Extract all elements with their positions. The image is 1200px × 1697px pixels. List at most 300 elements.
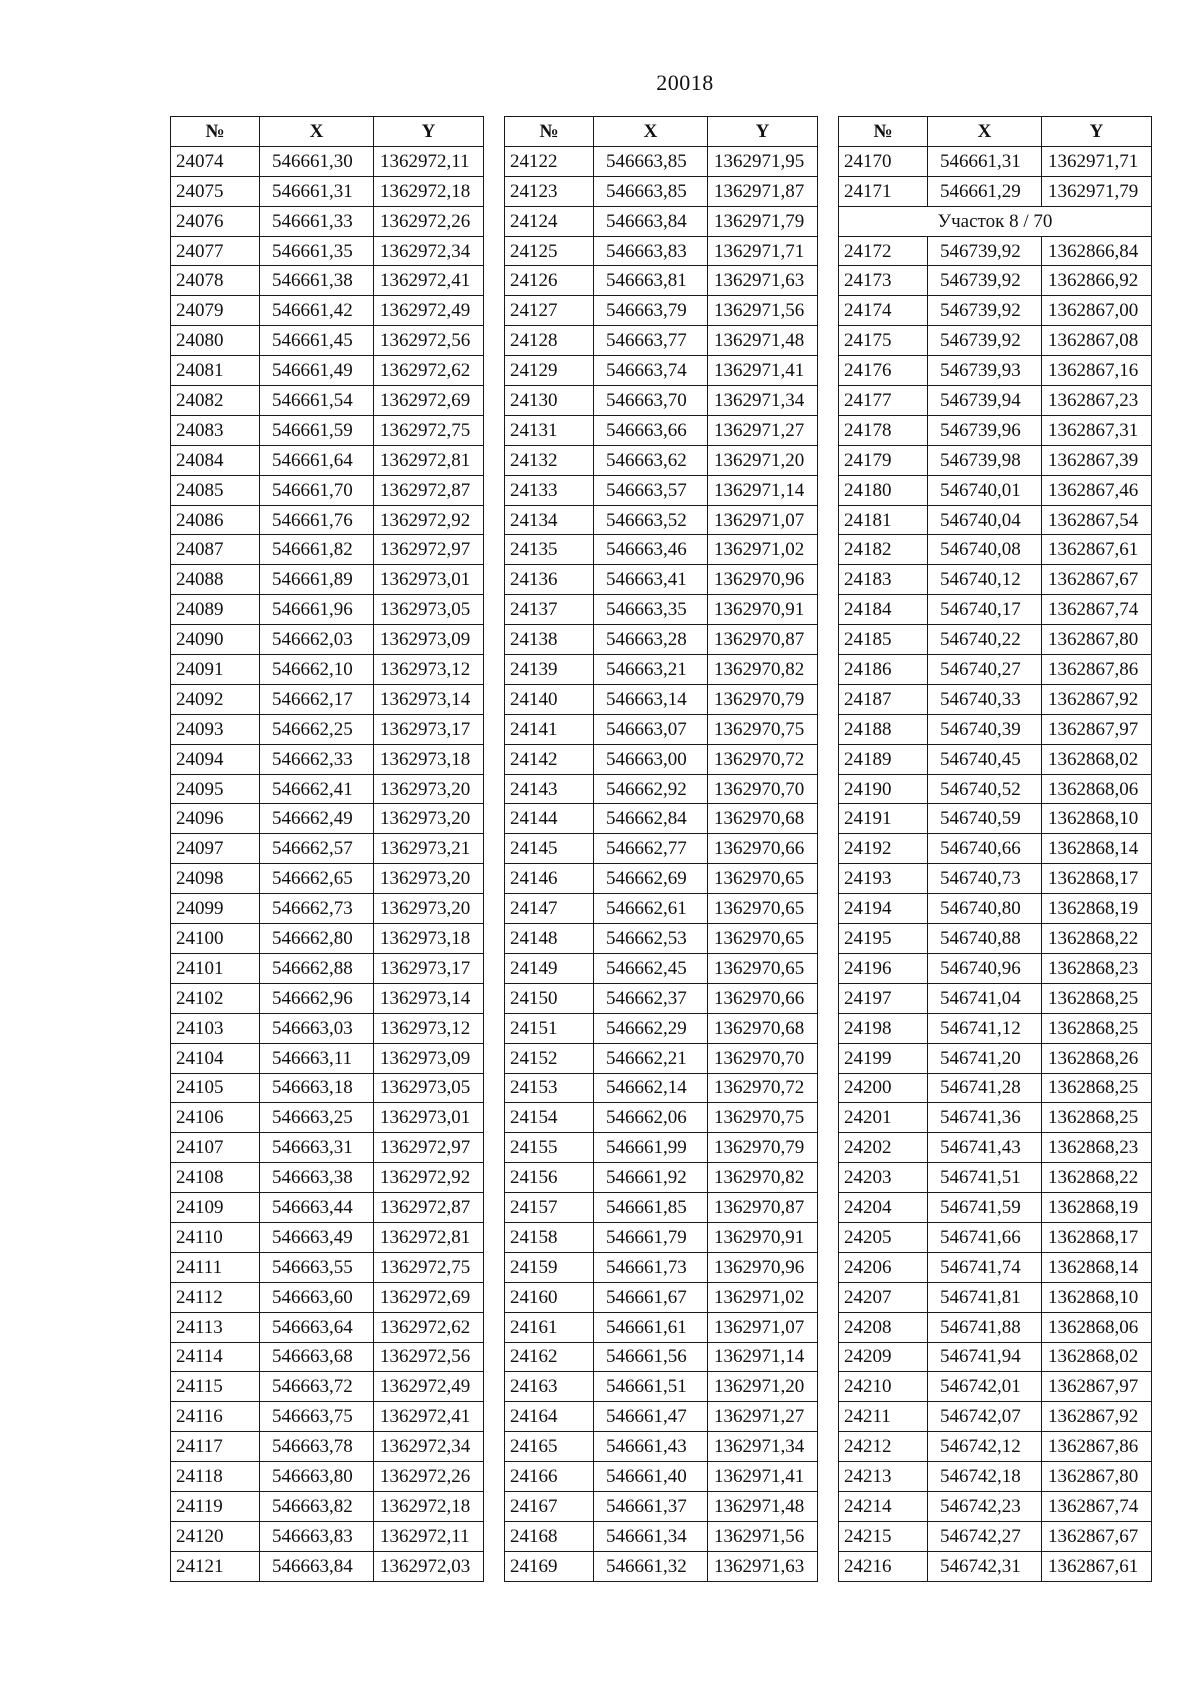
y-coordinate-cell: 1362970,82 [708, 655, 818, 685]
y-coordinate-cell: 1362868,25 [1042, 1013, 1152, 1043]
table-row [171, 1432, 484, 1462]
y-coordinate-cell: 1362973,14 [374, 684, 484, 714]
point-number-cell: 24179 [839, 445, 928, 475]
x-coordinate-cell: 546662,03 [260, 625, 374, 655]
y-coordinate-cell: 1362868,10 [1042, 1282, 1152, 1312]
x-coordinate-cell: 546663,00 [594, 744, 708, 774]
point-number-cell: 24134 [505, 505, 594, 535]
coordinate-tables [170, 116, 1152, 1582]
y-coordinate-cell: 1362970,65 [708, 864, 818, 894]
y-coordinate-cell: 1362972,62 [374, 1312, 484, 1342]
point-number-cell: 24188 [839, 714, 928, 744]
y-coordinate-cell: 1362867,67 [1042, 565, 1152, 595]
y-coordinate-cell: 1362972,26 [374, 1462, 484, 1492]
x-coordinate-cell: 546662,57 [260, 834, 374, 864]
y-coordinate-cell: 1362971,34 [708, 386, 818, 416]
y-coordinate-cell: 1362971,14 [708, 1342, 818, 1372]
x-coordinate-cell: 546661,43 [594, 1432, 708, 1462]
y-coordinate-cell: 1362867,86 [1042, 1432, 1152, 1462]
y-coordinate-cell: 1362868,14 [1042, 834, 1152, 864]
x-coordinate-cell: 546663,14 [594, 684, 708, 714]
x-coordinate-cell: 546662,73 [260, 894, 374, 924]
point-number-cell: 24165 [505, 1432, 594, 1462]
x-coordinate-cell: 546661,31 [260, 176, 374, 206]
table-row [505, 1432, 818, 1462]
x-coordinate-cell: 546739,98 [928, 445, 1042, 475]
table-row [171, 1491, 484, 1521]
point-number-cell: 24152 [505, 1043, 594, 1073]
x-coordinate-cell: 546661,56 [594, 1342, 708, 1372]
point-number-cell: 24214 [839, 1491, 928, 1521]
table-row [171, 655, 484, 685]
table-row [505, 1133, 818, 1163]
x-coordinate-cell: 546662,53 [594, 924, 708, 954]
table-row [505, 236, 818, 266]
point-number-cell: 24191 [839, 804, 928, 834]
point-number-cell: 24083 [171, 415, 260, 445]
point-number-cell: 24081 [171, 356, 260, 386]
x-coordinate-cell: 546661,64 [260, 445, 374, 475]
header-number: № [839, 117, 928, 147]
table-row [839, 1372, 1152, 1402]
table-row [505, 1521, 818, 1551]
x-coordinate-cell: 546663,11 [260, 1043, 374, 1073]
y-coordinate-cell: 1362867,54 [1042, 505, 1152, 535]
x-coordinate-cell: 546741,81 [928, 1282, 1042, 1312]
table-row [505, 1282, 818, 1312]
x-coordinate-cell: 546661,37 [594, 1491, 708, 1521]
x-coordinate-cell: 546663,85 [594, 146, 708, 176]
x-coordinate-cell: 546663,41 [594, 565, 708, 595]
table-row [171, 864, 484, 894]
x-coordinate-cell: 546663,83 [594, 236, 708, 266]
point-number-cell: 24110 [171, 1222, 260, 1252]
x-coordinate-cell: 546662,69 [594, 864, 708, 894]
point-number-cell: 24194 [839, 894, 928, 924]
y-coordinate-cell: 1362868,02 [1042, 744, 1152, 774]
x-coordinate-cell: 546663,35 [594, 595, 708, 625]
point-number-cell: 24201 [839, 1103, 928, 1133]
x-coordinate-cell: 546663,44 [260, 1193, 374, 1223]
x-coordinate-cell: 546663,84 [260, 1551, 374, 1581]
point-number-cell: 24154 [505, 1103, 594, 1133]
table-row [171, 415, 484, 445]
y-coordinate-cell: 1362971,71 [708, 236, 818, 266]
x-coordinate-cell: 546739,94 [928, 386, 1042, 416]
y-coordinate-cell: 1362973,09 [374, 625, 484, 655]
table-row [505, 1551, 818, 1581]
point-number-cell: 24107 [171, 1133, 260, 1163]
table-row [839, 1491, 1152, 1521]
x-coordinate-cell: 546740,08 [928, 535, 1042, 565]
x-coordinate-cell: 546661,34 [594, 1521, 708, 1551]
table-row [505, 356, 818, 386]
table-row [839, 924, 1152, 954]
table-row [839, 595, 1152, 625]
table-row [171, 714, 484, 744]
point-number-cell: 24127 [505, 296, 594, 326]
x-coordinate-cell: 546663,49 [260, 1222, 374, 1252]
y-coordinate-cell: 1362971,56 [708, 296, 818, 326]
point-number-cell: 24095 [171, 774, 260, 804]
table-row [839, 386, 1152, 416]
point-number-cell: 24176 [839, 356, 928, 386]
y-coordinate-cell: 1362970,87 [708, 1193, 818, 1223]
point-number-cell: 24084 [171, 445, 260, 475]
y-coordinate-cell: 1362867,08 [1042, 326, 1152, 356]
header-x: X [260, 117, 374, 147]
point-number-cell: 24085 [171, 475, 260, 505]
table-row [839, 535, 1152, 565]
table-row [505, 983, 818, 1013]
table-row [505, 415, 818, 445]
x-coordinate-cell: 546662,17 [260, 684, 374, 714]
point-number-cell: 24102 [171, 983, 260, 1013]
x-coordinate-cell: 546741,66 [928, 1222, 1042, 1252]
y-coordinate-cell: 1362970,72 [708, 744, 818, 774]
x-coordinate-cell: 546663,83 [260, 1521, 374, 1551]
x-coordinate-cell: 546663,78 [260, 1432, 374, 1462]
point-number-cell: 24205 [839, 1222, 928, 1252]
point-number-cell: 24126 [505, 266, 594, 296]
point-number-cell: 24210 [839, 1372, 928, 1402]
point-number-cell: 24111 [171, 1252, 260, 1282]
table-row [839, 1103, 1152, 1133]
x-coordinate-cell: 546661,70 [260, 475, 374, 505]
x-coordinate-cell: 546739,96 [928, 415, 1042, 445]
table-row [171, 296, 484, 326]
x-coordinate-cell: 546663,84 [594, 206, 708, 236]
table-row [171, 1521, 484, 1551]
table-row [171, 625, 484, 655]
table-row [171, 953, 484, 983]
y-coordinate-cell: 1362972,92 [374, 505, 484, 535]
y-coordinate-cell: 1362973,12 [374, 1013, 484, 1043]
x-coordinate-cell: 546663,66 [594, 415, 708, 445]
point-number-cell: 24094 [171, 744, 260, 774]
point-number-cell: 24106 [171, 1103, 260, 1133]
point-number-cell: 24212 [839, 1432, 928, 1462]
x-coordinate-cell: 546740,33 [928, 684, 1042, 714]
section-row [839, 206, 1152, 236]
table-row [839, 266, 1152, 296]
table-row [171, 1282, 484, 1312]
table-row [505, 864, 818, 894]
table-row [171, 1372, 484, 1402]
coordinate-table-1 [170, 116, 484, 1582]
y-coordinate-cell: 1362972,87 [374, 475, 484, 505]
x-coordinate-cell: 546662,25 [260, 714, 374, 744]
point-number-cell: 24123 [505, 176, 594, 206]
y-coordinate-cell: 1362972,69 [374, 1282, 484, 1312]
y-coordinate-cell: 1362868,23 [1042, 1133, 1152, 1163]
x-coordinate-cell: 546661,59 [260, 415, 374, 445]
table-row [505, 326, 818, 356]
y-coordinate-cell: 1362971,79 [1042, 176, 1152, 206]
header-y: Y [1042, 117, 1152, 147]
table-row [171, 146, 484, 176]
point-number-cell: 24130 [505, 386, 594, 416]
point-number-cell: 24144 [505, 804, 594, 834]
y-coordinate-cell: 1362970,65 [708, 924, 818, 954]
point-number-cell: 24172 [839, 236, 928, 266]
x-coordinate-cell: 546663,68 [260, 1342, 374, 1372]
x-coordinate-cell: 546661,89 [260, 565, 374, 595]
y-coordinate-cell: 1362970,96 [708, 565, 818, 595]
point-number-cell: 24164 [505, 1402, 594, 1432]
y-coordinate-cell: 1362971,95 [708, 146, 818, 176]
y-coordinate-cell: 1362970,87 [708, 625, 818, 655]
point-number-cell: 24211 [839, 1402, 928, 1432]
point-number-cell: 24197 [839, 983, 928, 1013]
x-coordinate-cell: 546663,80 [260, 1462, 374, 1492]
y-coordinate-cell: 1362971,41 [708, 1462, 818, 1492]
x-coordinate-cell: 546740,39 [928, 714, 1042, 744]
y-coordinate-cell: 1362970,65 [708, 894, 818, 924]
table-row [505, 445, 818, 475]
x-coordinate-cell: 546739,93 [928, 356, 1042, 386]
y-coordinate-cell: 1362867,39 [1042, 445, 1152, 475]
point-number-cell: 24114 [171, 1342, 260, 1372]
x-coordinate-cell: 546739,92 [928, 236, 1042, 266]
point-number-cell: 24135 [505, 535, 594, 565]
table-row [171, 1402, 484, 1432]
point-number-cell: 24213 [839, 1462, 928, 1492]
table-row [171, 983, 484, 1013]
y-coordinate-cell: 1362971,87 [708, 176, 818, 206]
point-number-cell: 24155 [505, 1133, 594, 1163]
x-coordinate-cell: 546741,74 [928, 1252, 1042, 1282]
y-coordinate-cell: 1362867,80 [1042, 1462, 1152, 1492]
table-row [505, 834, 818, 864]
x-coordinate-cell: 546662,92 [594, 774, 708, 804]
x-coordinate-cell: 546662,88 [260, 953, 374, 983]
point-number-cell: 24207 [839, 1282, 928, 1312]
y-coordinate-cell: 1362970,91 [708, 1222, 818, 1252]
x-coordinate-cell: 546663,55 [260, 1252, 374, 1282]
x-coordinate-cell: 546663,28 [594, 625, 708, 655]
y-coordinate-cell: 1362970,96 [708, 1252, 818, 1282]
x-coordinate-cell: 546663,57 [594, 475, 708, 505]
point-number-cell: 24125 [505, 236, 594, 266]
y-coordinate-cell: 1362867,46 [1042, 475, 1152, 505]
table-row [171, 1222, 484, 1252]
point-number-cell: 24137 [505, 595, 594, 625]
point-number-cell: 24192 [839, 834, 928, 864]
x-coordinate-cell: 546661,35 [260, 236, 374, 266]
point-number-cell: 24113 [171, 1312, 260, 1342]
y-coordinate-cell: 1362972,75 [374, 415, 484, 445]
table-row [839, 1402, 1152, 1432]
y-coordinate-cell: 1362972,18 [374, 176, 484, 206]
y-coordinate-cell: 1362867,61 [1042, 1551, 1152, 1581]
point-number-cell: 24186 [839, 655, 928, 685]
y-coordinate-cell: 1362973,17 [374, 714, 484, 744]
table-row [171, 176, 484, 206]
y-coordinate-cell: 1362970,91 [708, 595, 818, 625]
table-row [839, 983, 1152, 1013]
x-coordinate-cell: 546663,21 [594, 655, 708, 685]
y-coordinate-cell: 1362970,75 [708, 714, 818, 744]
x-coordinate-cell: 546663,60 [260, 1282, 374, 1312]
x-coordinate-cell: 546663,64 [260, 1312, 374, 1342]
point-number-cell: 24112 [171, 1282, 260, 1312]
y-coordinate-cell: 1362868,22 [1042, 1163, 1152, 1193]
table-row [171, 1551, 484, 1581]
x-coordinate-cell: 546663,77 [594, 326, 708, 356]
point-number-cell: 24159 [505, 1252, 594, 1282]
table-row [171, 565, 484, 595]
x-coordinate-cell: 546662,49 [260, 804, 374, 834]
y-coordinate-cell: 1362971,56 [708, 1521, 818, 1551]
x-coordinate-cell: 546740,22 [928, 625, 1042, 655]
table-row [171, 595, 484, 625]
y-coordinate-cell: 1362973,20 [374, 894, 484, 924]
x-coordinate-cell: 546741,12 [928, 1013, 1042, 1043]
table-row [839, 1252, 1152, 1282]
table-row [839, 1462, 1152, 1492]
table-row [505, 475, 818, 505]
x-coordinate-cell: 546742,23 [928, 1491, 1042, 1521]
y-coordinate-cell: 1362867,61 [1042, 535, 1152, 565]
header-x: X [928, 117, 1042, 147]
point-number-cell: 24168 [505, 1521, 594, 1551]
table-row [505, 953, 818, 983]
point-number-cell: 24166 [505, 1462, 594, 1492]
point-number-cell: 24145 [505, 834, 594, 864]
y-coordinate-cell: 1362868,17 [1042, 864, 1152, 894]
point-number-cell: 24116 [171, 1402, 260, 1432]
point-number-cell: 24075 [171, 176, 260, 206]
y-coordinate-cell: 1362868,19 [1042, 894, 1152, 924]
x-coordinate-cell: 546661,33 [260, 206, 374, 236]
table-row [171, 356, 484, 386]
point-number-cell: 24199 [839, 1043, 928, 1073]
y-coordinate-cell: 1362868,06 [1042, 1312, 1152, 1342]
point-number-cell: 24146 [505, 864, 594, 894]
y-coordinate-cell: 1362971,63 [708, 266, 818, 296]
y-coordinate-cell: 1362970,66 [708, 834, 818, 864]
table-row [171, 535, 484, 565]
x-coordinate-cell: 546663,79 [594, 296, 708, 326]
table-row [171, 1133, 484, 1163]
table-row [505, 1402, 818, 1432]
header-number: № [505, 117, 594, 147]
point-number-cell: 24086 [171, 505, 260, 535]
table-row [505, 505, 818, 535]
table-row [839, 1013, 1152, 1043]
header-y: Y [708, 117, 818, 147]
point-number-cell: 24160 [505, 1282, 594, 1312]
y-coordinate-cell: 1362972,41 [374, 1402, 484, 1432]
point-number-cell: 24163 [505, 1372, 594, 1402]
y-coordinate-cell: 1362973,20 [374, 774, 484, 804]
table-row [505, 1312, 818, 1342]
y-coordinate-cell: 1362972,56 [374, 1342, 484, 1372]
table-row [171, 684, 484, 714]
point-number-cell: 24096 [171, 804, 260, 834]
x-coordinate-cell: 546662,14 [594, 1073, 708, 1103]
table-row [839, 834, 1152, 864]
table-row [505, 714, 818, 744]
table-row [171, 1342, 484, 1372]
y-coordinate-cell: 1362970,79 [708, 1133, 818, 1163]
point-number-cell: 24180 [839, 475, 928, 505]
x-coordinate-cell: 546740,01 [928, 475, 1042, 505]
x-coordinate-cell: 546663,52 [594, 505, 708, 535]
point-number-cell: 24082 [171, 386, 260, 416]
y-coordinate-cell: 1362868,02 [1042, 1342, 1152, 1372]
x-coordinate-cell: 546662,33 [260, 744, 374, 774]
y-coordinate-cell: 1362972,11 [374, 146, 484, 176]
point-number-cell: 24174 [839, 296, 928, 326]
y-coordinate-cell: 1362868,06 [1042, 774, 1152, 804]
table-row [171, 834, 484, 864]
y-coordinate-cell: 1362868,26 [1042, 1043, 1152, 1073]
y-coordinate-cell: 1362973,12 [374, 655, 484, 685]
table-row [839, 864, 1152, 894]
table-row [839, 684, 1152, 714]
point-number-cell: 24198 [839, 1013, 928, 1043]
point-number-cell: 24208 [839, 1312, 928, 1342]
table-row [505, 146, 818, 176]
table-row [505, 625, 818, 655]
x-coordinate-cell: 546661,92 [594, 1163, 708, 1193]
table-row [505, 1163, 818, 1193]
x-coordinate-cell: 546661,99 [594, 1133, 708, 1163]
y-coordinate-cell: 1362971,02 [708, 535, 818, 565]
table-row [839, 475, 1152, 505]
point-number-cell: 24202 [839, 1133, 928, 1163]
table-row [839, 1133, 1152, 1163]
table-row [839, 655, 1152, 685]
point-number-cell: 24189 [839, 744, 928, 774]
y-coordinate-cell: 1362867,67 [1042, 1521, 1152, 1551]
y-coordinate-cell: 1362973,01 [374, 565, 484, 595]
table-row [171, 804, 484, 834]
y-coordinate-cell: 1362972,26 [374, 206, 484, 236]
x-coordinate-cell: 546741,28 [928, 1073, 1042, 1103]
x-coordinate-cell: 546662,45 [594, 953, 708, 983]
x-coordinate-cell: 546661,96 [260, 595, 374, 625]
point-number-cell: 24136 [505, 565, 594, 595]
y-coordinate-cell: 1362868,23 [1042, 953, 1152, 983]
x-coordinate-cell: 546741,59 [928, 1193, 1042, 1223]
point-number-cell: 24216 [839, 1551, 928, 1581]
table-row [505, 266, 818, 296]
y-coordinate-cell: 1362970,65 [708, 953, 818, 983]
point-number-cell: 24120 [171, 1521, 260, 1551]
table-row [171, 475, 484, 505]
table-row [171, 266, 484, 296]
table-row [839, 356, 1152, 386]
x-coordinate-cell: 546740,17 [928, 595, 1042, 625]
table-row [171, 1252, 484, 1282]
y-coordinate-cell: 1362867,86 [1042, 655, 1152, 685]
y-coordinate-cell: 1362971,07 [708, 505, 818, 535]
table-row [171, 1103, 484, 1133]
table-row [505, 684, 818, 714]
point-number-cell: 24196 [839, 953, 928, 983]
x-coordinate-cell: 546741,94 [928, 1342, 1042, 1372]
table-row [505, 176, 818, 206]
point-number-cell: 24184 [839, 595, 928, 625]
y-coordinate-cell: 1362973,21 [374, 834, 484, 864]
x-coordinate-cell: 546740,04 [928, 505, 1042, 535]
table-row [505, 1103, 818, 1133]
table-row [839, 625, 1152, 655]
y-coordinate-cell: 1362971,71 [1042, 146, 1152, 176]
